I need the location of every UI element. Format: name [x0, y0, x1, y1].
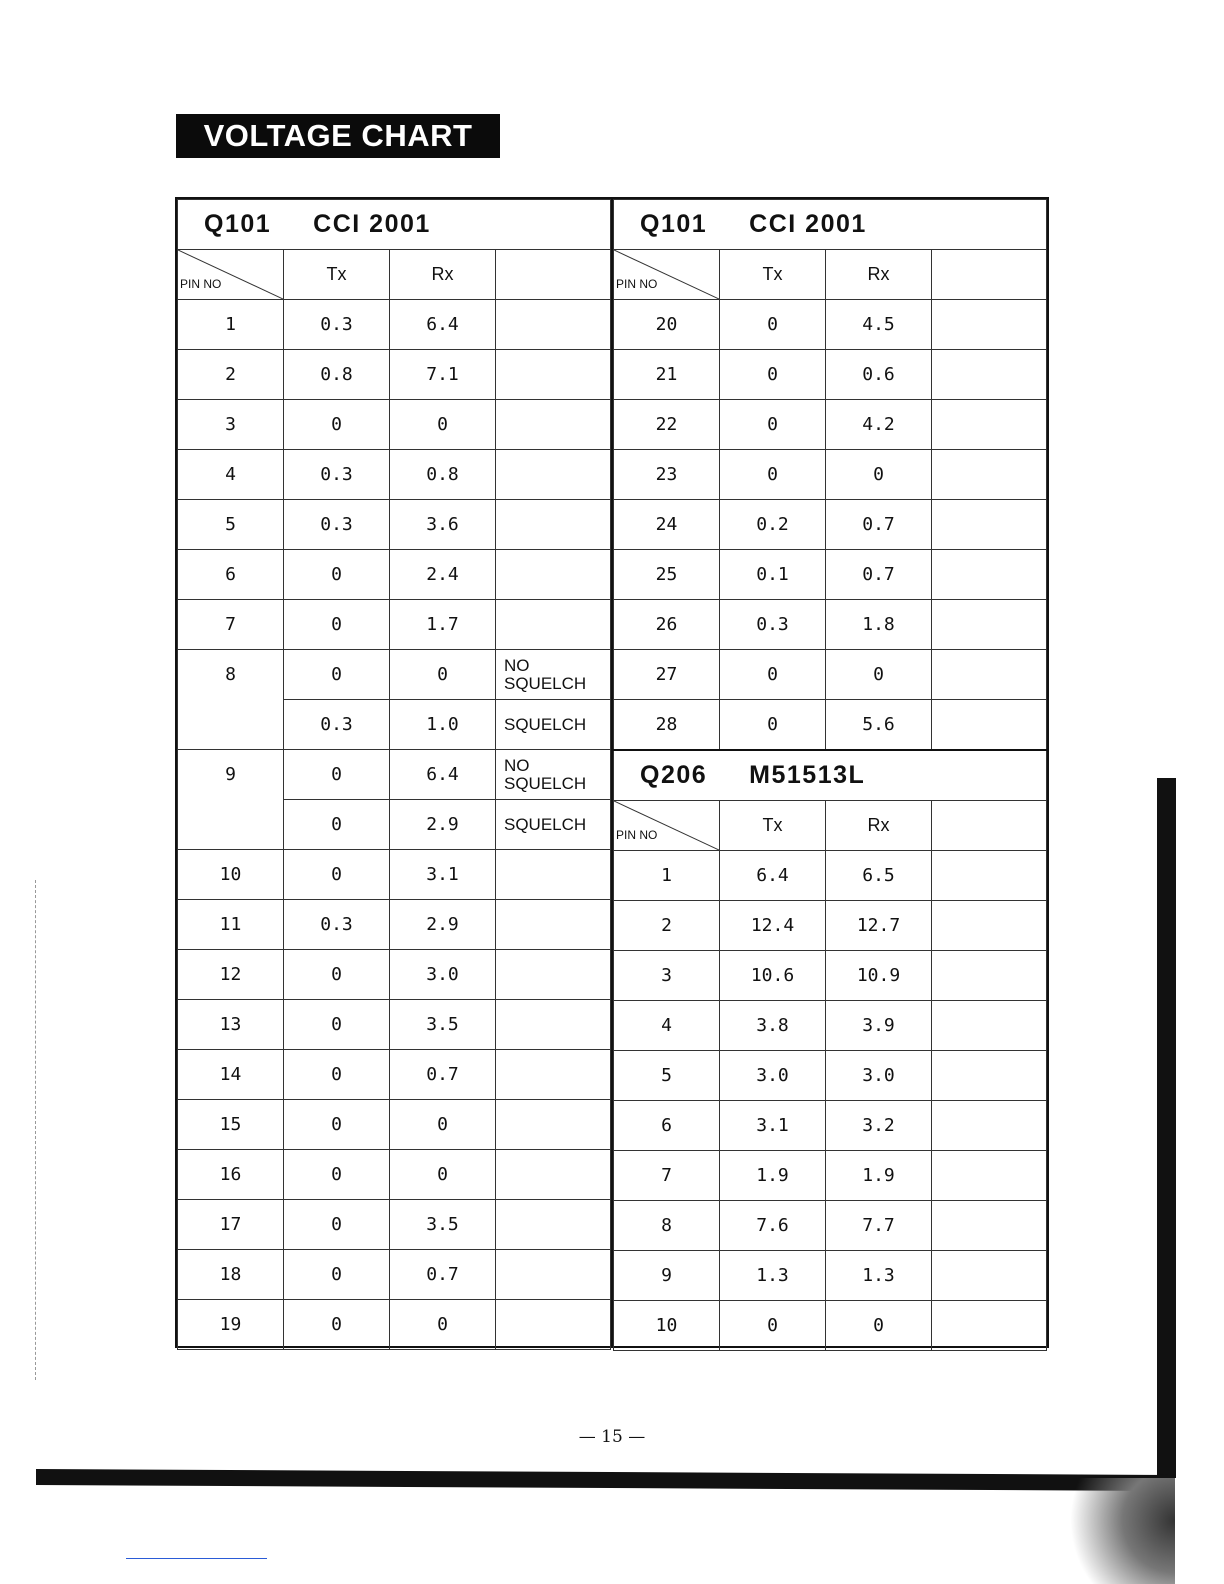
scan-left-margin-mark	[35, 880, 37, 1380]
note-cell	[932, 700, 1047, 751]
tx-cell: 3.8	[720, 1001, 826, 1051]
tx-cell: 0.3	[284, 700, 390, 750]
note-cell	[932, 1001, 1047, 1051]
rx-cell: 4.5	[826, 300, 932, 350]
diagonal-divider-icon	[178, 250, 283, 299]
table-row	[614, 700, 1047, 751]
tx-cell: 0.8	[284, 350, 390, 400]
pin-no-label: PIN NO	[180, 277, 222, 291]
pin-cell: 9	[614, 1251, 720, 1301]
pin-cell: 14	[178, 1050, 284, 1100]
table-row	[614, 300, 1047, 350]
rx-cell: 0.7	[390, 1250, 496, 1300]
table-row	[178, 1000, 611, 1050]
tx-cell: 0	[284, 550, 390, 600]
page-title: VOLTAGE CHART	[176, 114, 500, 158]
tx-cell: 12.4	[720, 901, 826, 951]
tx-cell: 0	[720, 350, 826, 400]
part-number: Q206	[640, 761, 708, 789]
table-row	[614, 1251, 1047, 1301]
stray-line	[126, 1558, 267, 1559]
tx-cell: 7.6	[720, 1201, 826, 1251]
rx-cell: 0.8	[390, 450, 496, 500]
note-cell	[932, 1151, 1047, 1201]
tx-cell: 0	[720, 1301, 826, 1351]
pin-cell: 8	[614, 1201, 720, 1251]
table-row	[614, 1001, 1047, 1051]
table-row	[614, 450, 1047, 500]
rx-cell: 4.2	[826, 400, 932, 450]
tx-cell: 0	[284, 1100, 390, 1150]
diagonal-divider-icon	[614, 250, 719, 299]
pin-cell: 1	[178, 300, 284, 350]
rx-cell: 0.6	[826, 350, 932, 400]
table-row	[614, 901, 1047, 951]
tx-cell: 0.3	[284, 900, 390, 950]
rx-cell: 3.1	[390, 850, 496, 900]
tx-cell: 0	[720, 450, 826, 500]
note-cell	[932, 1051, 1047, 1101]
note-cell	[496, 350, 611, 400]
rx-cell: 3.6	[390, 500, 496, 550]
note-cell	[496, 500, 611, 550]
pin-cell: 6	[178, 550, 284, 600]
rx-cell: 6.4	[390, 300, 496, 350]
part-model: CCI 2001	[749, 210, 867, 238]
note-cell: NO SQUELCH	[496, 650, 611, 700]
table-row	[178, 800, 611, 850]
rx-cell: 7.7	[826, 1201, 932, 1251]
part-model: M51513L	[749, 761, 866, 789]
note-cell	[932, 1251, 1047, 1301]
tx-cell: 0.3	[284, 450, 390, 500]
rx-cell: 3.5	[390, 1200, 496, 1250]
pin-cell: 2	[178, 350, 284, 400]
note-cell	[496, 550, 611, 600]
part-model: CCI 2001	[313, 210, 431, 238]
part-number: Q101	[640, 210, 708, 238]
part-number: Q101	[204, 210, 272, 238]
tx-cell: 0	[284, 600, 390, 650]
table-row	[178, 400, 611, 450]
pin-cell: 11	[178, 900, 284, 950]
pin-cell: 26	[614, 600, 720, 650]
rx-cell: 6.5	[826, 851, 932, 901]
tx-cell: 0	[720, 700, 826, 751]
note-cell	[496, 1250, 611, 1300]
rx-cell: 1.9	[826, 1151, 932, 1201]
note-cell	[932, 350, 1047, 400]
rx-cell: 0	[826, 450, 932, 500]
rx-cell: 0.7	[390, 1050, 496, 1100]
table-row	[178, 1150, 611, 1200]
rx-cell: 3.0	[826, 1051, 932, 1101]
note-cell	[932, 450, 1047, 500]
note-cell	[932, 500, 1047, 550]
pin-cell: 1	[614, 851, 720, 901]
note-cell	[496, 450, 611, 500]
note-header	[932, 801, 1047, 851]
tx-cell: 3.0	[720, 1051, 826, 1101]
tx-cell: 0.2	[720, 500, 826, 550]
table-row	[178, 1200, 611, 1250]
table-row	[614, 650, 1047, 700]
rx-header: Rx	[826, 250, 932, 300]
table-title	[178, 200, 611, 250]
pin-cell: 15	[178, 1100, 284, 1150]
note-cell	[496, 1150, 611, 1200]
pin-cell: 13	[178, 1000, 284, 1050]
table-row	[178, 1050, 611, 1100]
pin-cell: 4	[178, 450, 284, 500]
note-cell	[932, 400, 1047, 450]
pin-cell: 10	[614, 1301, 720, 1351]
note-cell	[932, 550, 1047, 600]
note-cell	[932, 300, 1047, 350]
rx-cell: 0.7	[826, 550, 932, 600]
pin-cell: 5	[178, 500, 284, 550]
page-number: — 15 —	[578, 1427, 646, 1447]
table-row	[178, 700, 611, 750]
rx-cell: 12.7	[826, 901, 932, 951]
pin-cell: 5	[614, 1051, 720, 1101]
rx-cell: 0	[826, 650, 932, 700]
table-row	[178, 350, 611, 400]
voltage-table-right	[611, 197, 1049, 1348]
table-row	[614, 400, 1047, 450]
rx-cell: 5.6	[826, 700, 932, 751]
rx-cell: 0	[390, 1300, 496, 1350]
note-header	[496, 250, 611, 300]
voltage-table-q101-left	[175, 197, 613, 1348]
note-cell	[932, 1301, 1047, 1351]
table-row	[614, 851, 1047, 901]
pin-no-header	[614, 801, 720, 851]
table-row	[614, 1101, 1047, 1151]
table-row	[178, 1250, 611, 1300]
tx-cell: 0.3	[284, 300, 390, 350]
pin-cell: 12	[178, 950, 284, 1000]
pin-cell: 25	[614, 550, 720, 600]
tx-cell: 0	[284, 1150, 390, 1200]
table-row	[178, 900, 611, 950]
rx-cell: 3.0	[390, 950, 496, 1000]
tx-cell: 0	[284, 400, 390, 450]
note-cell	[496, 400, 611, 450]
pin-cell: 16	[178, 1150, 284, 1200]
table-row	[178, 600, 611, 650]
rx-cell: 2.4	[390, 550, 496, 600]
note-cell	[932, 1101, 1047, 1151]
pin-cell: 21	[614, 350, 720, 400]
note-cell	[496, 1200, 611, 1250]
pin-cell: 7	[178, 600, 284, 650]
tx-cell: 0	[284, 850, 390, 900]
table-row	[178, 1300, 611, 1350]
tx-cell: 0.3	[284, 500, 390, 550]
rx-cell: 0	[390, 1150, 496, 1200]
rx-cell: 6.4	[390, 750, 496, 800]
tx-cell: 0	[720, 650, 826, 700]
pin-no-label: PIN NO	[616, 277, 658, 291]
pin-cell: 6	[614, 1101, 720, 1151]
pin-no-header	[614, 250, 720, 300]
note-cell	[932, 901, 1047, 951]
scan-edge-shadow	[1157, 778, 1176, 1478]
rx-cell: 10.9	[826, 951, 932, 1001]
diagonal-divider-icon	[614, 801, 719, 850]
note-cell	[496, 600, 611, 650]
rx-cell: 1.7	[390, 600, 496, 650]
rx-cell: 3.2	[826, 1101, 932, 1151]
pin-cell: 28	[614, 700, 720, 751]
tx-cell: 0	[720, 400, 826, 450]
tx-cell: 10.6	[720, 951, 826, 1001]
note-cell	[496, 300, 611, 350]
tx-cell: 0	[284, 1250, 390, 1300]
note-cell	[932, 600, 1047, 650]
rx-cell: 3.5	[390, 1000, 496, 1050]
note-cell	[496, 850, 611, 900]
scan-corner-shadow	[1040, 1478, 1175, 1584]
pin-cell: 10	[178, 850, 284, 900]
tx-cell: 1.3	[720, 1251, 826, 1301]
pin-cell: 20	[614, 300, 720, 350]
rx-cell: 1.0	[390, 700, 496, 750]
pin-cell: 23	[614, 450, 720, 500]
note-cell	[932, 1201, 1047, 1251]
pin-cell: 17	[178, 1200, 284, 1250]
pin-cell: 24	[614, 500, 720, 550]
tx-cell: 0	[284, 1200, 390, 1250]
pin-cell: 9	[178, 750, 284, 800]
tx-cell: 0	[720, 300, 826, 350]
tx-header: Tx	[720, 801, 826, 851]
table-row	[178, 550, 611, 600]
tx-header: Tx	[284, 250, 390, 300]
tx-cell: 1.9	[720, 1151, 826, 1201]
table-row	[178, 750, 611, 800]
table-row	[614, 1051, 1047, 1101]
note-cell: SQUELCH	[496, 800, 611, 850]
tx-cell: 0.1	[720, 550, 826, 600]
table-row	[614, 600, 1047, 650]
rx-cell: 1.3	[826, 1251, 932, 1301]
rx-header: Rx	[826, 801, 932, 851]
table-row	[614, 550, 1047, 600]
tx-header: Tx	[720, 250, 826, 300]
table-row	[614, 350, 1047, 400]
tx-cell: 0	[284, 950, 390, 1000]
table-row	[178, 950, 611, 1000]
note-cell	[932, 851, 1047, 901]
note-cell	[932, 650, 1047, 700]
rx-cell: 2.9	[390, 800, 496, 850]
note-cell	[496, 1050, 611, 1100]
rx-cell: 0.7	[826, 500, 932, 550]
rx-cell: 0	[826, 1301, 932, 1351]
tx-cell: 0	[284, 650, 390, 700]
table-row	[178, 300, 611, 350]
rx-cell: 0	[390, 650, 496, 700]
rx-cell: 3.9	[826, 1001, 932, 1051]
note-cell	[496, 950, 611, 1000]
pin-cell: 27	[614, 650, 720, 700]
pin-cell: 4	[614, 1001, 720, 1051]
rx-cell: 0	[390, 1100, 496, 1150]
tx-cell: 6.4	[720, 851, 826, 901]
note-cell	[496, 1000, 611, 1050]
pin-cell	[178, 700, 284, 750]
table-row	[614, 951, 1047, 1001]
note-cell	[932, 951, 1047, 1001]
pin-cell: 19	[178, 1300, 284, 1350]
tx-cell: 0	[284, 1300, 390, 1350]
tx-cell: 0.3	[720, 600, 826, 650]
note-cell	[496, 1300, 611, 1350]
table-row	[178, 500, 611, 550]
tx-cell: 3.1	[720, 1101, 826, 1151]
tx-cell: 0	[284, 750, 390, 800]
pin-cell	[178, 800, 284, 850]
rx-cell: 1.8	[826, 600, 932, 650]
pin-cell: 3	[614, 951, 720, 1001]
rx-cell: 2.9	[390, 900, 496, 950]
pin-cell: 22	[614, 400, 720, 450]
table-row	[178, 850, 611, 900]
note-cell: NO SQUELCH	[496, 750, 611, 800]
tx-cell: 0	[284, 1050, 390, 1100]
table-row	[614, 500, 1047, 550]
scan-bottom-edge	[36, 1469, 1171, 1491]
tx-cell: 0	[284, 1000, 390, 1050]
pin-no-header	[178, 250, 284, 300]
rx-header: Rx	[390, 250, 496, 300]
pin-cell: 7	[614, 1151, 720, 1201]
note-cell	[496, 900, 611, 950]
note-header	[932, 250, 1047, 300]
pin-cell: 18	[178, 1250, 284, 1300]
pin-cell: 2	[614, 901, 720, 951]
table-row	[614, 1151, 1047, 1201]
table-row	[178, 650, 611, 700]
pin-cell: 3	[178, 400, 284, 450]
note-cell: SQUELCH	[496, 700, 611, 750]
pin-no-label: PIN NO	[616, 828, 658, 842]
pin-cell: 8	[178, 650, 284, 700]
table-row	[178, 1100, 611, 1150]
rx-cell: 0	[390, 400, 496, 450]
table-row	[614, 1201, 1047, 1251]
table-row	[614, 1301, 1047, 1351]
table-title	[614, 200, 1047, 250]
rx-cell: 7.1	[390, 350, 496, 400]
table-row	[178, 450, 611, 500]
note-cell	[496, 1100, 611, 1150]
tx-cell: 0	[284, 800, 390, 850]
table-title	[614, 750, 1047, 801]
